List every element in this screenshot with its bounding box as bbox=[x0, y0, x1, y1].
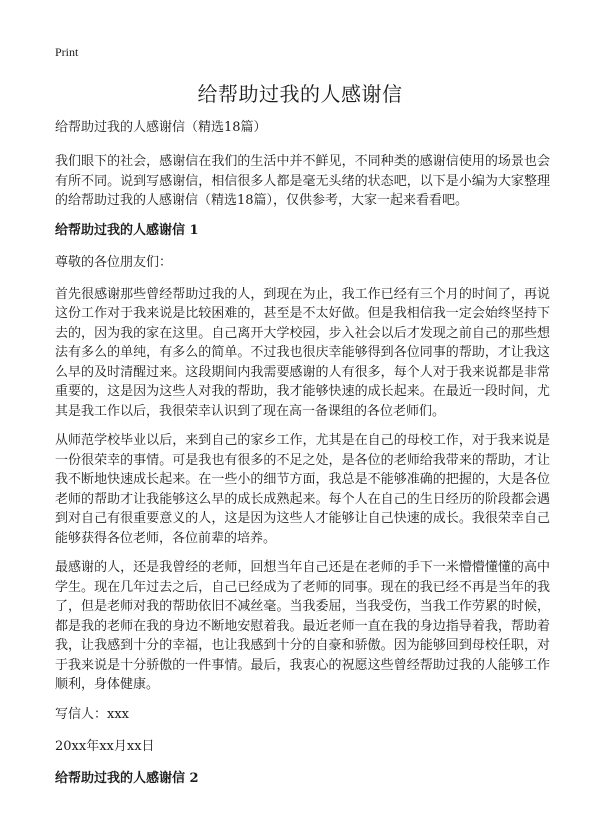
print-link[interactable]: Print bbox=[55, 45, 79, 59]
body-paragraph-3: 最感谢的人，还是我曾经的老师，回想当年自己还是在老师的手下一米懵懵懂懂的高中学生。现在几年过去之后，自己已经成为了老师的同事。现在的我已经不再是当年的我了，但是老师对我的帮助依旧不减丝毫。当我委屈，当我受伤，当我工作劳累的时候，都是我的老师在我的身边不断地安慰着我。最近老师一直在我的身边指导着我，帮助着我，让我感到十分的幸福，也让我感到十分的自豪和骄傲。因为能够回到母校任职，对于我来说是十分骄傲的一件事情。最后，我衷心的祝愿这些曾经帮助过我的人能够工作顺利，身体健康。 bbox=[55, 560, 550, 692]
letter-date: 20xx年xx月xx日 bbox=[55, 738, 155, 754]
salutation: 尊敬的各位朋友们： bbox=[55, 254, 173, 270]
article-subtitle: 给帮助过我的人感谢信（精选18篇） bbox=[55, 120, 267, 135]
article-body bbox=[55, 118, 550, 801]
body-paragraph-1: 首先很感谢那些曾经帮助过我的人，到现在为止，我工作已经有三个月的时间了，再说这份工作对于我来说是比较困难的，甚至是不太好做。但是我相信我一定会始终坚持下去的，因为我的家在这里。自己离开大学校园，步入社会以后才发现之前自己的那些想法有多么的单纯，有多么的简单。不过我也很庆幸能够得到各位同事的帮助，才让我这么早的及时清醒过来。这段期间内我需要感谢的人有很多，每个人对于我来说都是非常重要的，这是因为这些人对我的帮助，我才能够快速的成长起来。在最近一段时间，尤其是我工作以后，我很荣幸认识到了现在高一备课组的各位老师们。 bbox=[55, 286, 550, 419]
page-title: 给帮助过我的人感谢信 bbox=[197, 82, 403, 106]
intro-paragraph: 我们眼下的社会，感谢信在我们的生活中并不鲜见，不同种类的感谢信使用的场景也会有所不同。说到写感谢信，相信很多人都是毫无头绪的状态吧，以下是小编为大家整理的给帮助过我的人感谢信（精选18篇），仅供参考，大家一起来看看吧。 bbox=[55, 154, 550, 208]
section-2-heading: 给帮助过我的人感谢信 2 bbox=[55, 770, 199, 786]
signature: 写信人：xxx bbox=[55, 706, 129, 722]
section-1-heading: 给帮助过我的人感谢信 1 bbox=[55, 222, 199, 238]
body-paragraph-2: 从师范学校毕业以后，来到自己的家乡工作，尤其是在自己的母校工作，对于我来说是一份很荣幸的事情。可是我也有很多的不足之处，是各位的老师给我带来的帮助，才让我不断地快速成长起来。在一些小的细节方面，我总是不能够准确的把握的，大是各位老师的帮助才让我能够这么早的成长成熟起来。每个人在自己的生日经历的阶段都会遇到对自己有很重要意义的人，这是因为这些人才能够让自己快速的成长。我很荣幸自己能够获得各位老师，各位前辈的培养。 bbox=[55, 433, 550, 546]
